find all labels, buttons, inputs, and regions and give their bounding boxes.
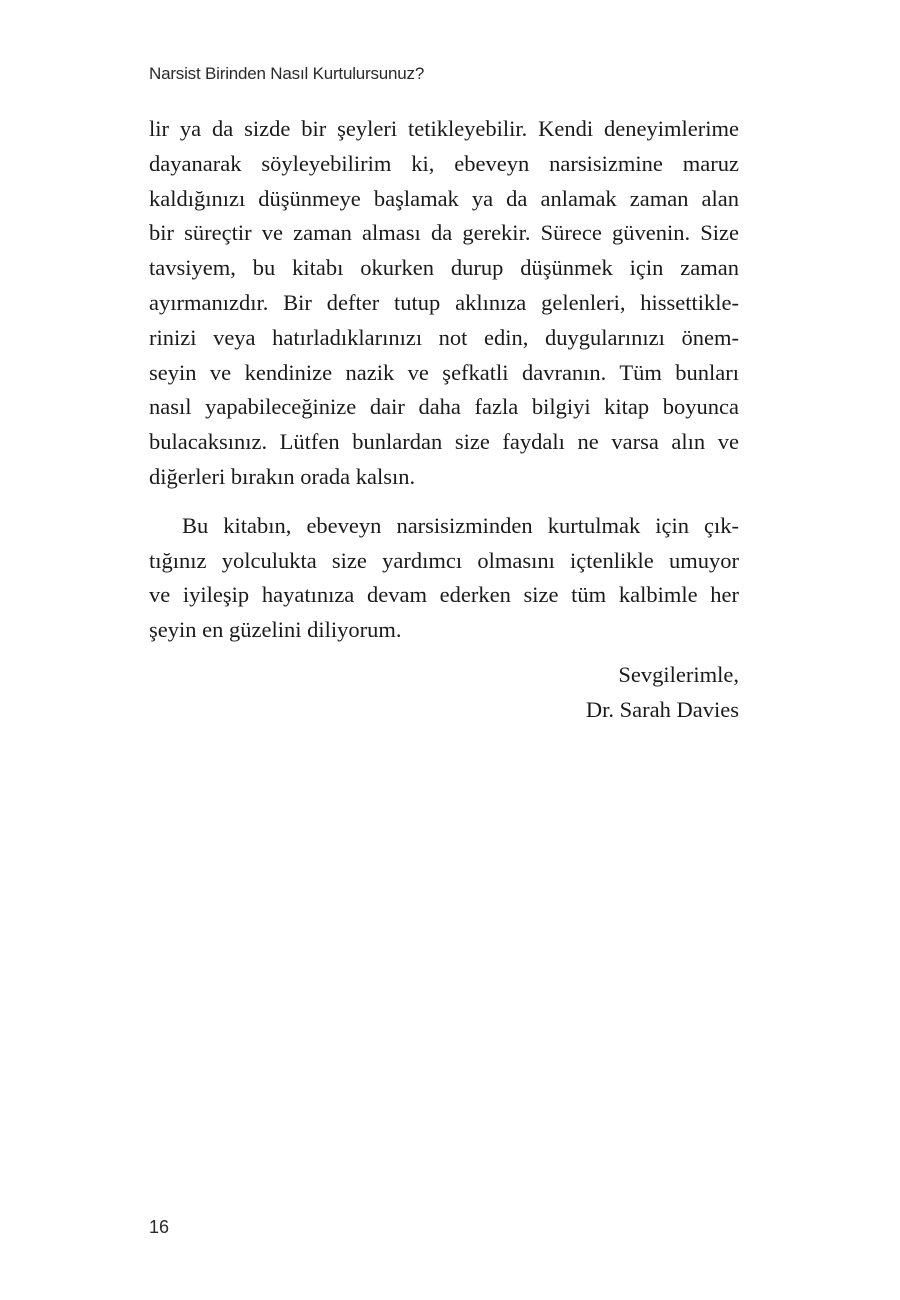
page-number: 16 — [149, 1217, 170, 1237]
paragraph — [149, 509, 739, 648]
paragraph — [149, 112, 739, 495]
text-line: lir ya da sizde bir şeyleri tetikleyebilir. Kendi deneyimlerime — [149, 116, 739, 141]
text-line: seyin ve kendinize nazik ve şefkatli davranın. Tüm bunları — [149, 359, 739, 385]
paragraph-spacer — [149, 495, 739, 509]
text-line: dayanarak söyleyebilirim ki, ebeveyn narsisizmine maruz — [149, 150, 739, 176]
salutation: Sevgilerimle, — [618, 662, 739, 687]
text-line: bir süreçtir ve zaman alması da gerekir. Sürece güvenin. Size — [149, 220, 739, 246]
text-line: kaldığınızı düşünmeye başlamak ya da anlamak zaman alan — [149, 185, 739, 211]
text-line: tavsiyem, bu kitabı okurken durup düşünmek için zaman — [149, 255, 739, 281]
text-line: ve iyileşip hayatınıza devam ederken size tüm kalbimle her — [149, 582, 739, 608]
text-line: nasıl yapabileceğinize dair daha fazla bilgiyi kitap boyunca — [149, 394, 739, 420]
author-name: Dr. Sarah Davies — [585, 696, 739, 722]
running-header: Narsist Birinden Nasıl Kurtulursunuz? — [149, 64, 425, 83]
text-line: ayırmanızdır. Bir defter tutup aklınıza gelenleri, hissettikle- — [149, 289, 739, 315]
text-line: Bu kitabın, ebeveyn narsisizminden kurtulmak için çık- — [182, 512, 739, 538]
text-line: şeyin en güzelini diliyorum. — [149, 617, 402, 643]
text-line: tığınız yolculukta size yardımcı olmasını içtenlikle umuyor — [149, 547, 739, 573]
text-line: diğerleri bırakın orada kalsın. — [149, 463, 416, 489]
closing-signature — [586, 658, 739, 728]
body-text — [149, 112, 739, 648]
text-line: bulacaksınız. Lütfen bunlardan size faydalı ne varsa alın ve — [149, 429, 739, 455]
text-line: rinizi veya hatırladıklarınızı not edin, duygularınızı önem- — [149, 324, 739, 350]
